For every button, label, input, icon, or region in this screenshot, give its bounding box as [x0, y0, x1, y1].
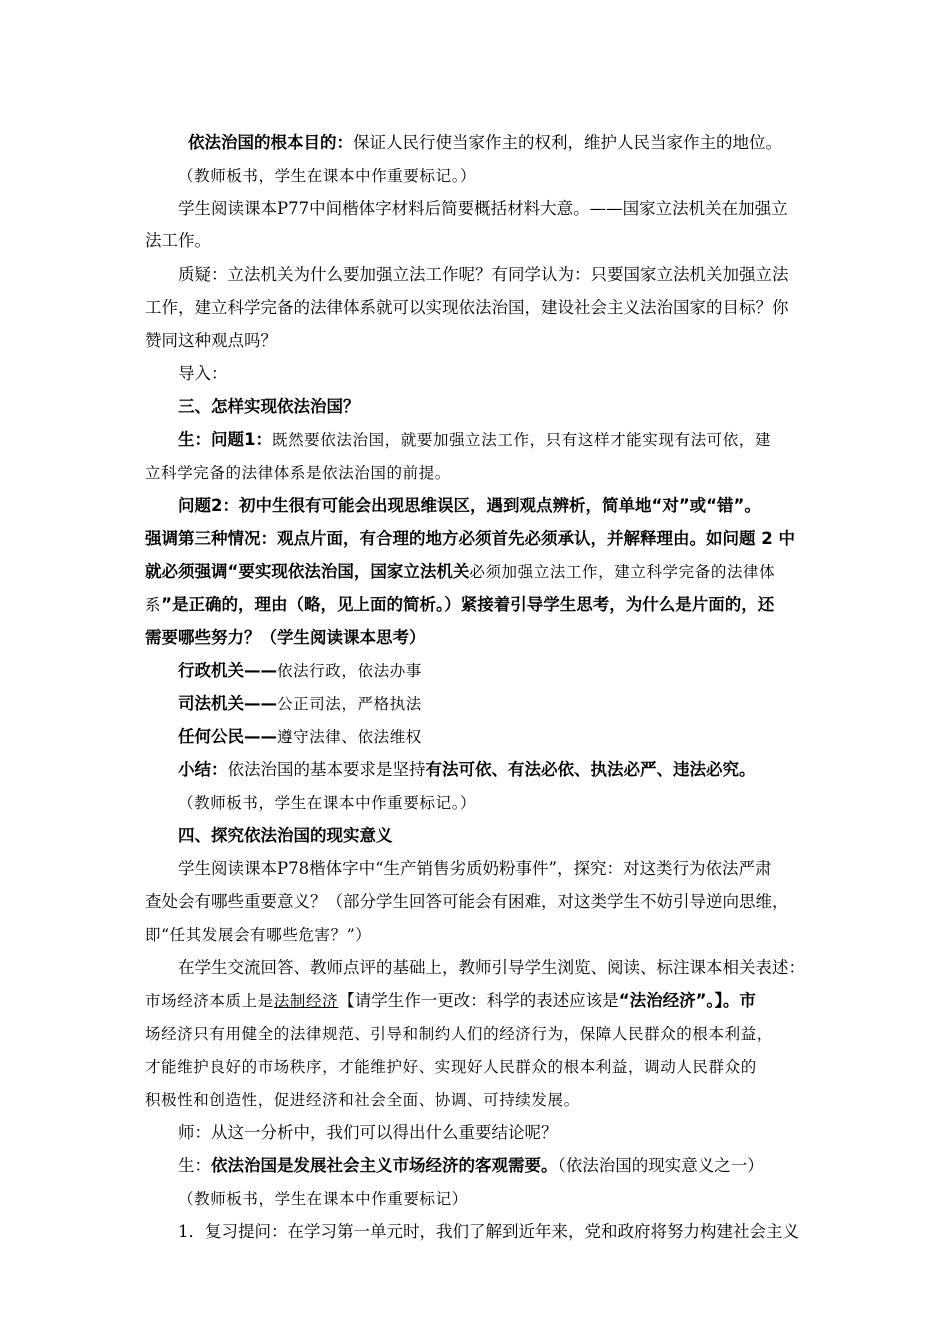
paragraph-line — [145, 989, 756, 1013]
text-run: 依法行政，依法办事 — [277, 662, 422, 680]
list-item — [178, 659, 422, 683]
paragraph-line: 法工作。 — [145, 231, 211, 250]
paragraph-line — [145, 593, 774, 617]
text-run: 系 — [145, 596, 162, 614]
text-run: 保证人民行使当家作主的权利，维护人民当家作主的地位。 — [353, 133, 782, 152]
bold-term: 小结： — [178, 760, 228, 779]
paragraph-line — [178, 758, 756, 782]
paragraph-line: 积极性和创造性，促进经济和社会全面、协调、可持续发展。 — [145, 1091, 580, 1109]
text-run: 依法治国的基本要求是坚持 — [227, 760, 426, 779]
paragraph-line: 需要哪些努力？（学生阅读课本思考） — [145, 628, 426, 647]
text-run: 查处会有哪些重要意义？（部分学生回答可能会有困难，对这类学生不妨引导逆向思维， — [145, 892, 789, 911]
paragraph-line: 立科学完备的法律体系是依法治国的前提。 — [145, 464, 451, 482]
paragraph-line: 1．复习提问：在学习第一单元时，我们了解到近年来，党和政府将努力构建社会主义 — [178, 1222, 799, 1241]
teacher-note: （教师板书，学生在课本中作重要标记。） — [178, 794, 477, 812]
paragraph-line: 场经济只有用健全的法律规范、引导和制约人们的经济行为，保障人民群众的根本利益， — [145, 1025, 773, 1043]
text-run: 【请学生作一更改：科学的表述应该是 — [338, 991, 619, 1010]
text-run: 必须加强立法工作，建立科学完备的法律体 — [469, 563, 776, 581]
bold-term: 任何公民—— — [178, 727, 277, 746]
text-run: （依法治国的现实意义之一） — [557, 1156, 764, 1175]
teacher-note: （教师板书，学生在课本中作重要标记） — [178, 1190, 468, 1208]
text-run: 市场经济本质上是 — [145, 992, 274, 1010]
paragraph-line: 导入： — [178, 364, 228, 383]
paragraph-line: 学生阅读课本P78楷体字中“生产销售劣质奶粉事件”，探究：对这类行为依法严肃 — [178, 859, 772, 878]
text-run: 遵守法律、依法维权 — [277, 728, 422, 746]
text-run: 公正司法，严格执法 — [277, 695, 422, 713]
paragraph-line: 师：从这一分析中，我们可以得出什么重要结论呢？ — [178, 1123, 558, 1142]
text-run: 生： — [178, 1156, 211, 1175]
bold-term: 有法可依、有法必依、执法必严、违法必究。 — [425, 760, 756, 779]
list-item — [178, 725, 422, 749]
underlined-term: 法制经济 — [273, 992, 339, 1010]
bold-term: ”是正确的，理由（略，见上面的简析。）紧接着引导学生思考，为什么是片面的，还 — [161, 595, 775, 614]
paragraph-line: 质疑：立法机关为什么要加强立法工作呢？有同学认为：只要国家立法机关加强立法 — [178, 265, 789, 284]
paragraph-line: 工作，建立科学完备的法律体系就可以实现依法治国，建设社会主义法治国家的目标？你 — [145, 298, 789, 317]
bold-term: 依法治国是发展社会主义市场经济的客观需要。 — [211, 1156, 558, 1175]
section-heading: 四、探究依法治国的现实意义 — [178, 826, 393, 845]
paragraph-line: 赞同这种观点吗？ — [145, 331, 277, 350]
paragraph-line: 才能维护良好的市场秩序，才能维护好、实现好人民群众的根本利益，调动人民群众的 — [145, 1058, 757, 1076]
paragraph-line — [178, 428, 771, 452]
paragraph-line: 问题2：初中生很有可能会出现思维误区，遇到观点辨析，简单地“对”或“错”。 — [178, 496, 761, 515]
bold-term: 就必须强调“要实现依法治国，国家立法机关 — [145, 562, 470, 581]
bold-term: 生：问题1： — [178, 430, 272, 449]
section-heading: 三、怎样实现依法治国？ — [178, 397, 360, 416]
paragraph-line — [145, 890, 789, 914]
paragraph-line — [188, 131, 782, 155]
text-run: 既然要依法治国，就要加强立法工作，只有这样才能实现有法可依，建 — [271, 431, 772, 449]
bold-term: 依法治国的根本目的： — [188, 133, 353, 152]
paragraph-line: 强调第三种情况：观点片面，有合理的地方必须首先必须承认，并解释理由。如问题 2 中 — [145, 529, 795, 548]
paragraph-line — [145, 560, 775, 584]
paragraph-line: 即“任其发展会有哪些危害？”） — [145, 926, 372, 944]
bold-term: “法治经济” — [618, 991, 707, 1010]
paragraph-line: 学生阅读课本P77中间楷体字材料后简要概括材料大意。——国家立法机关在加强立 — [178, 199, 788, 218]
text-run: 。】。市 — [706, 991, 756, 1010]
teacher-note: （教师板书，学生在课本中作重要标记。） — [178, 167, 477, 185]
bold-term: 司法机关—— — [178, 694, 277, 713]
paragraph-line: 在学生交流回答、教师点评的基础上，教师引导学生浏览、阅读、标注课本相关表述： — [178, 958, 805, 977]
paragraph-line — [178, 1154, 764, 1178]
list-item — [178, 692, 422, 716]
bold-term: 行政机关—— — [178, 661, 277, 680]
